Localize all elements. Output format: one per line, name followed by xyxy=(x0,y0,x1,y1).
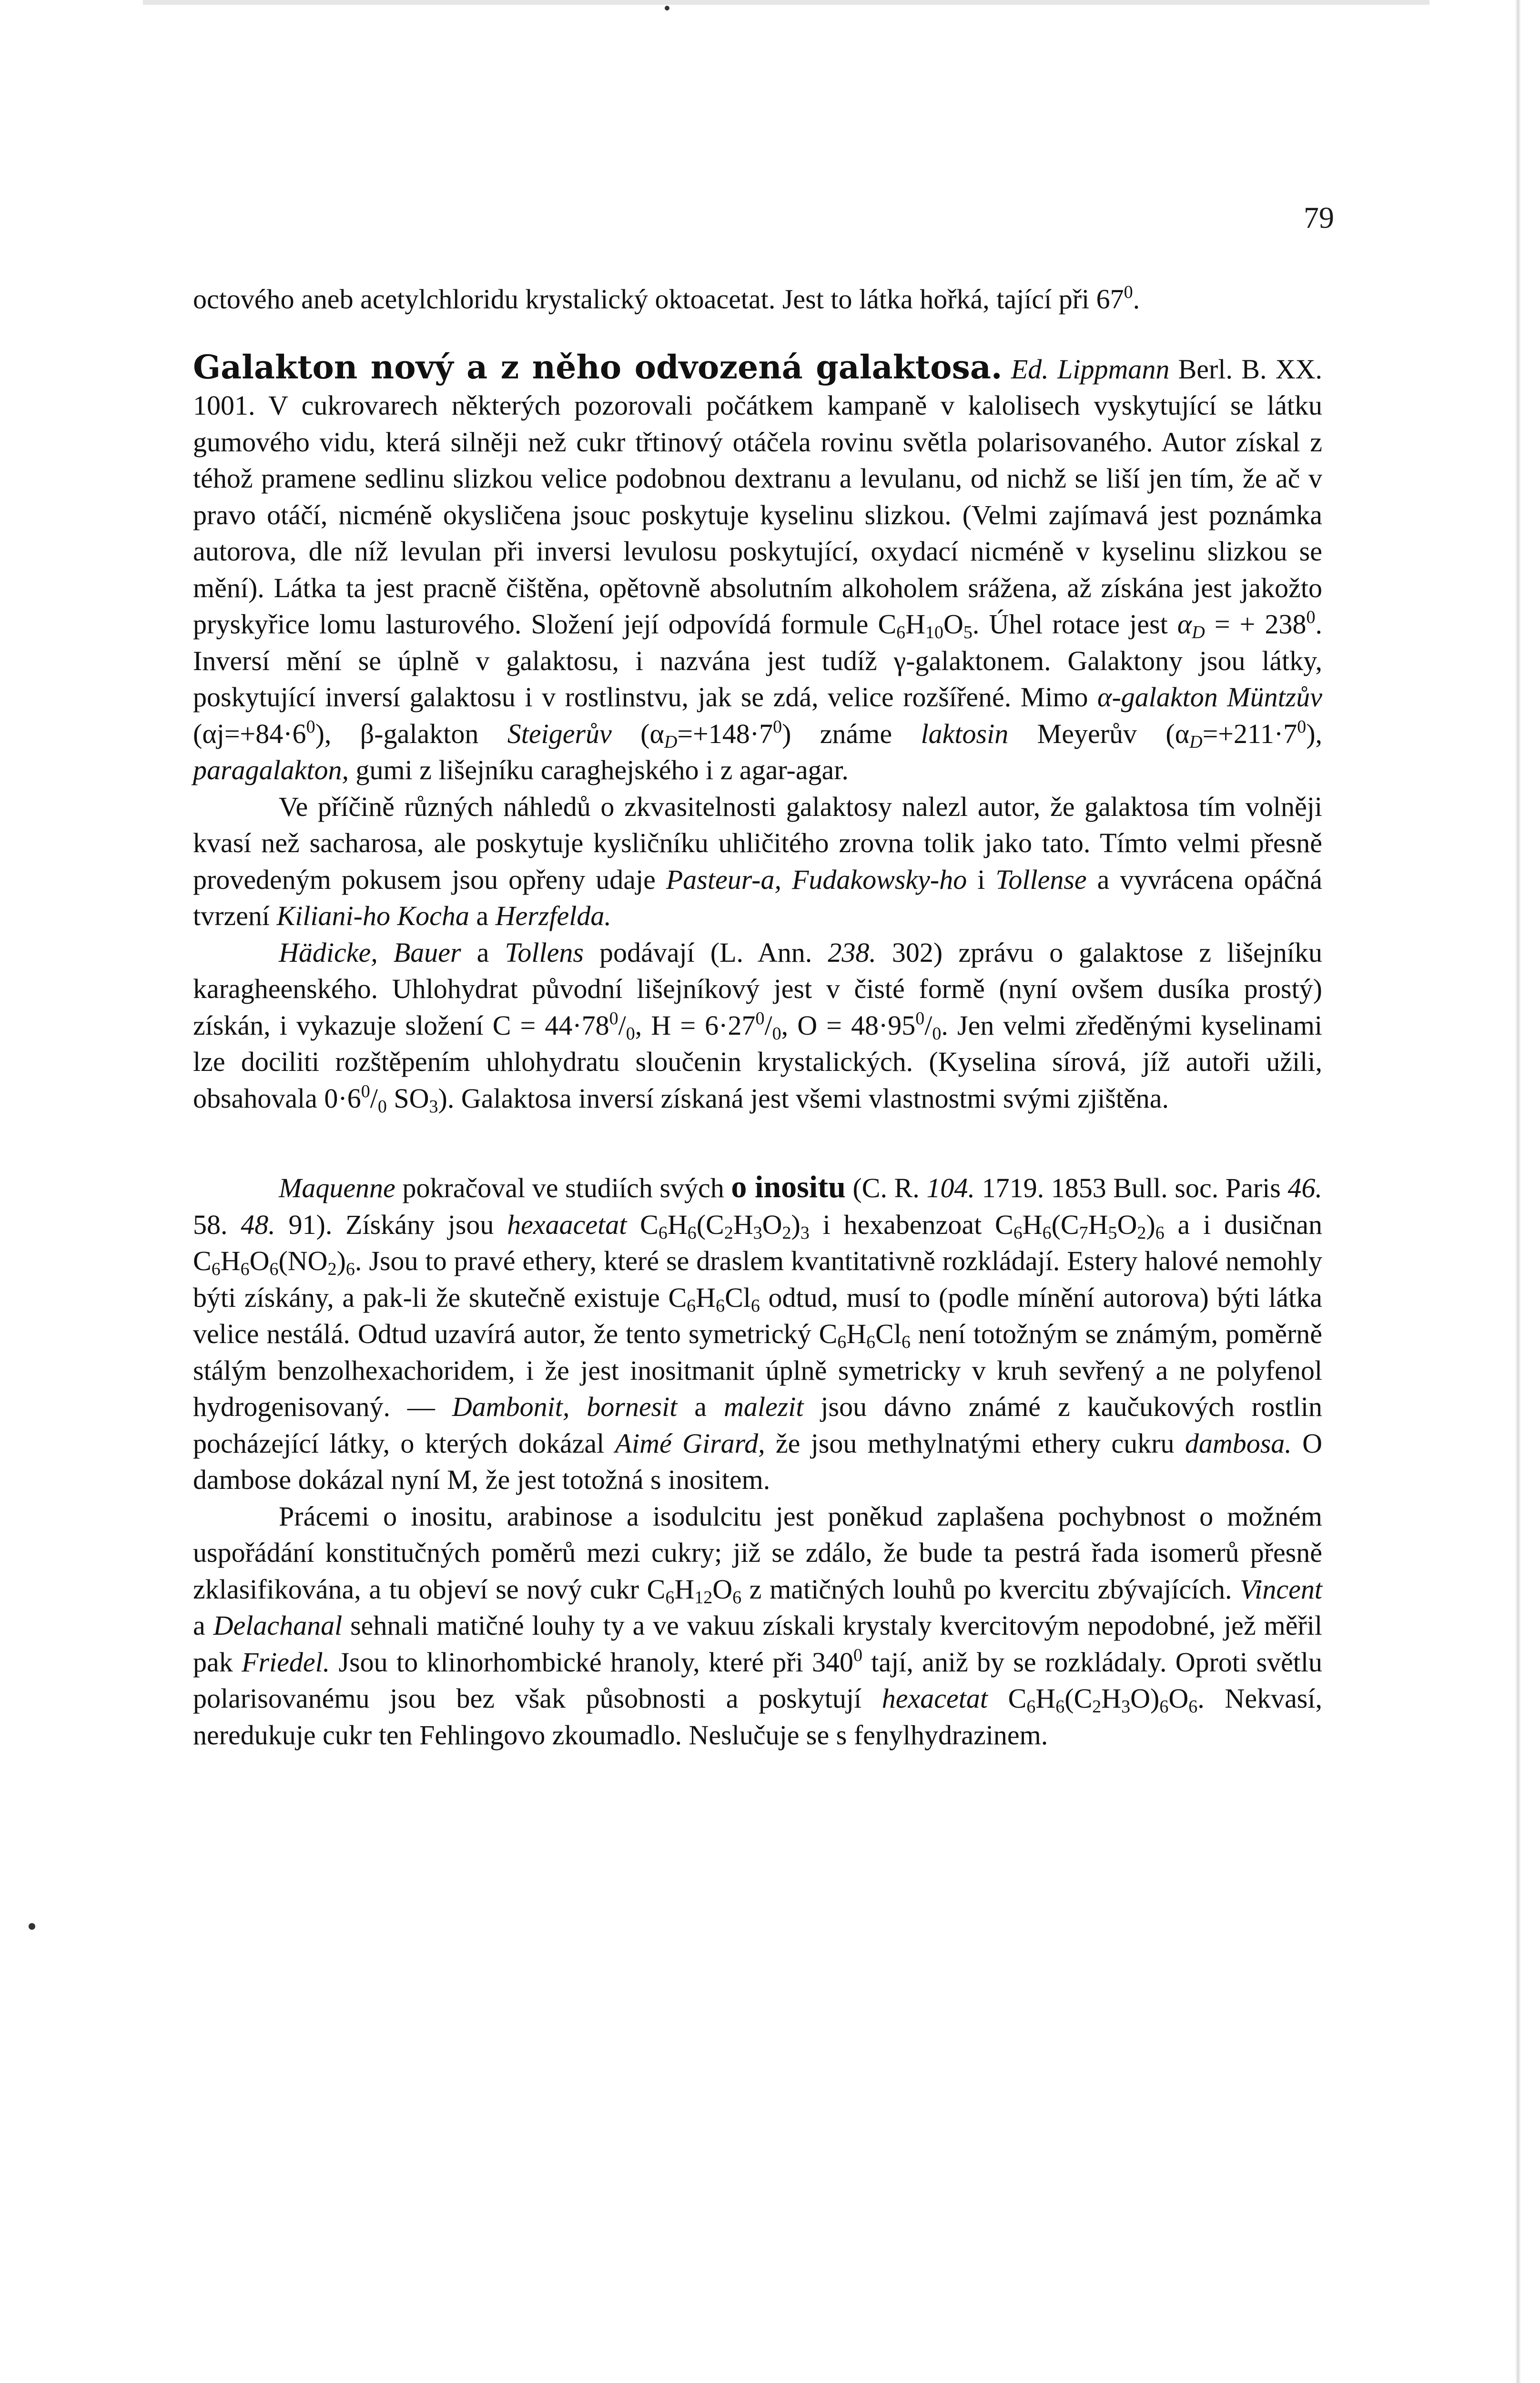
paragraph-acetat: octového aneb acetylchloridu krystalický oktoacetat. Jest to látka hořká, tající při $67^0$. xyxy=(193,282,1140,315)
scan-edge-right xyxy=(1515,0,1521,2383)
paragraph-inosit: Maquenne pokračoval ve studiích svých o inositu (C. R. 104. 1719. 1853 Bull. soc. Paris 46. 58. 48. 91). Získány jsou hexaacetat $C_6H_6(C_2H_3O_2)_3$ i hexabenzoat $C_6H_6(C_7H_5O_2)_6$ a i dusičnan $C_6H_6O_6(NO_2)_6$. Jsou to pravé ethery, které se draslem kvantitativně rozkládají. Estery halové nemohly býti získány, a pak-li že skutečně existuje $C_6H_6Cl_6$ odtud, musí to (podle mínění autorova) býti látka velice nestálá. Odtud uzavírá autor, že tento symetrický $C_6H_6Cl_6$ není totožným se známým, poměrně stálým benzolhexachoridem, i že jest inositmanit úplně symetricky v kruh sevřený a ne polyfenol hydrogenisovaný. — Dambonit, bornesit a malezit jsou dávno známé z kaučukových rostlin pocházející látky, o kterých dokázal Aimé Girard, že jsou methylnatými ethery cukru dambosa. O dambose dokázal nyní M, že jest totožná s inositem. xyxy=(193,1170,1323,1495)
scan-speck xyxy=(665,6,669,10)
paragraph-zkvasitelnost: Ve příčině různých náhledů o zkvasitelnosti galaktosy nalezl autor, že galaktosa tím volněji kvasí než sacharosa, ale poskytuje kysličníku uhličitého zrovna tolik jako tato. Tímto velmi přesně provedeným pokusem jsou opřeny udaje Pasteur-a, Fudakowsky-ho i Tollense a vyvrácena opáčná tvrzení Kiliani-ho Kocha a Herzfelda. xyxy=(193,791,1323,931)
page-body xyxy=(193,281,1322,1753)
page-number: 79 xyxy=(1304,201,1334,234)
section-heading-inosit: o inositu xyxy=(731,1170,846,1204)
paragraph-lisejnik: Hädicke, Bauer a Tollens podávají (L. Ann. 238. 302) zprávu o galaktose z lišejníku karagheenského. Uhlohydrat původní lišejníkový jest v čisté formě (nyní ovšem dusíka prostý) získán, i vykazuje složení $C = 44\cdot 78^0/_0$, $H = 6\cdot 27^0/_0$, $O = 48\cdot 95^0/_0$. Jen velmi zředěnými kyselinami lze dociliti rozštěpením uhlohydratu sloučenin krystalických. (Kyselina sírová, jíž autoři užili, obsahovala $0\cdot 6^0/_0$ $SO_3$). Galaktosa inversí získaná jest všemi vlastnostmi svými zjištěna. xyxy=(193,937,1322,1117)
scan-speck xyxy=(29,1923,35,1930)
paragraph-cukry: Prácemi o inositu, arabinose a isodulcitu jest poněkud zaplašena pochybnost o možném uspořádání konstitučných poměrů mezi cukry; již se zdálo, že bude ta pestrá řada isomerů přesně zklasifikována, a tu objeví se nový cukr $C_6H_{12}O_6$ z matičných louhů po kvercitu zbývajících. Vincent a Delachanal sehnali matičné louhy ty a ve vakuu získali krystaly kvercitovým nepodobné, jež měřil pak Friedel. Jsou to klinorhombické hranoly, které při $340^0$ tají, aniž by se rozkládaly. Oproti světlu polarisovanému jsou bez však působnosti a poskytují hexacetat $C_6H_6(C_2H_3O)_6O_6$. Nekvasí, neredukuje cukr ten Fehlingovo zkoumadlo. Neslučuje se s fenylhydrazinem. xyxy=(193,1500,1322,1751)
paragraph-galakton: Galakton nový a z něho odvozená galaktosa. Ed. Lippmann Berl. B. XX. 1001. V cukrovarech některých pozorovali počátkem kampaně v kalolisech vyskytující se látku gumového vidu, která silněji než cukr třtinový otáčela rovinu světla polarisovaného. Autor získal z téhož pramene sedlinu slizkou velice podobnou dextranu a levulanu, od nichž se liší jen tím, že ač v pravo otáčí, nicméně okysličena jsouc poskytuje kyselinu slizkou. (Velmi zajímavá jest poznámka autorova, dle níž levulan při inversi levulosu poskytující, oxydací nicméně v kyselinu slizkou se mění). Látka ta jest pracně čištěna, opětovně absolutním alkoholem srážena, až získána jest jakožto pryskyřice lomu lasturového. Složení její odpovídá formule $C_6H_{10}O_5$. Úhel rotace jest $\alpha_D$ = + $238^0$. Inversí mění se úplně v galaktosu, i nazvána jest tudíž γ-galaktonem. Galaktony jsou látky, poskytující inversí galaktosu i v rostlinstvu, jak se zdá, velice rozšířené. Mimo α-galakton Müntzův $(\alpha j=+84\cdot 6^0)$, β-galakton Steigerův $(\alpha_D=+148\cdot 7^0)$ známe laktosin Meyerův $(\alpha_D=+211\cdot 7^0)$, paragalakton, gumi z lišejníku caraghejského i z agar-agar. xyxy=(193,348,1323,785)
scan-edge-top xyxy=(143,0,1429,5)
section-heading-galakton: Galakton nový a z něho odvozená galaktosa. xyxy=(193,348,1003,387)
